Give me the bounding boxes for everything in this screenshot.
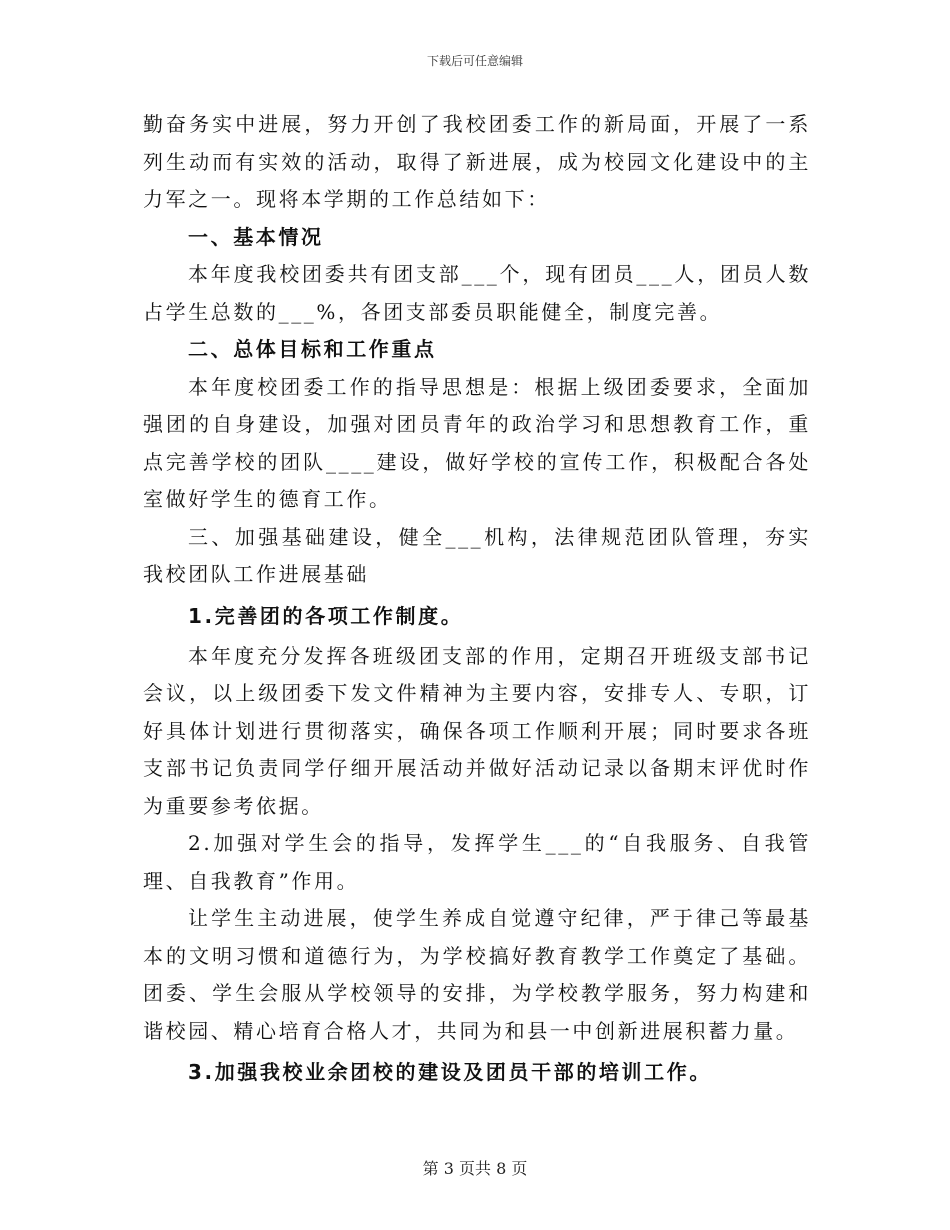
document-body [143, 106, 811, 1094]
subheading-rules: 1.完善团的各项工作制度。 [188, 603, 464, 628]
paragraph-section-three: 三、加强基础建设，健全___机构，法律规范团队管理，夯实我校团队工作进展基础 [143, 524, 811, 586]
paragraph-student-union: 2.加强对学生会的指导，发挥学生___的“自我服务、自我管理、自我教育”作用。 [143, 831, 811, 893]
section-heading-goals: 二、总体目标和工作重点 [188, 337, 437, 361]
intro-paragraph: 勤奋务实中进展，努力开创了我校团委工作的新局面，开展了一系列生动而有实效的活动，取得了新进展，成为校园文化建设中的主力军之一。现将本学期的工作总结如下： [143, 112, 811, 211]
paragraph-goals: 本年度校团委工作的指导思想是：根据上级团委要求，全面加强团的自身建设，加强对团员青年的政治学习和思想教育工作，重点完善学校的团队____建设，做好学校的宣传工作，积极配合各处室做好学生的德育工作。 [143, 374, 811, 511]
page-footer: 第 3 页共 8 页 [422, 1159, 528, 1178]
subheading-training: 3.加强我校业余团校的建设及团员干部的培训工作。 [188, 1060, 712, 1084]
page-header: 下载后可任意编辑 [426, 54, 523, 68]
paragraph-development: 让学生主动进展，使学生养成自觉遵守纪律，严于律己等最基本的文明习惯和道德行为，为学校搞好教育教学工作奠定了基础。团委、学生会服从学校领导的安排，为学校教学服务，努力构建和谐校园、精心培育合格人才，共同为和县一中创新进展积蓄力量。 [143, 906, 811, 1043]
section-heading-basic-situation: 一、基本情况 [188, 224, 324, 249]
paragraph-basic-situation: 本年度我校团委共有团支部___个，现有团员___人，团员人数占学生总数的___%，各团支部委员职能健全，制度完善。 [143, 262, 811, 324]
paragraph-rules: 本年度充分发挥各班级团支部的作用，定期召开班级支部书记会议，以上级团委下发文件精神为主要内容，安排专人、专职，订好具体计划进行贯彻落实，确保各项工作顺利开展；同时要求各班支部书记负责同学仔细开展活动并做好活动记录以备期末评优时作为重要参考依据。 [143, 643, 811, 818]
